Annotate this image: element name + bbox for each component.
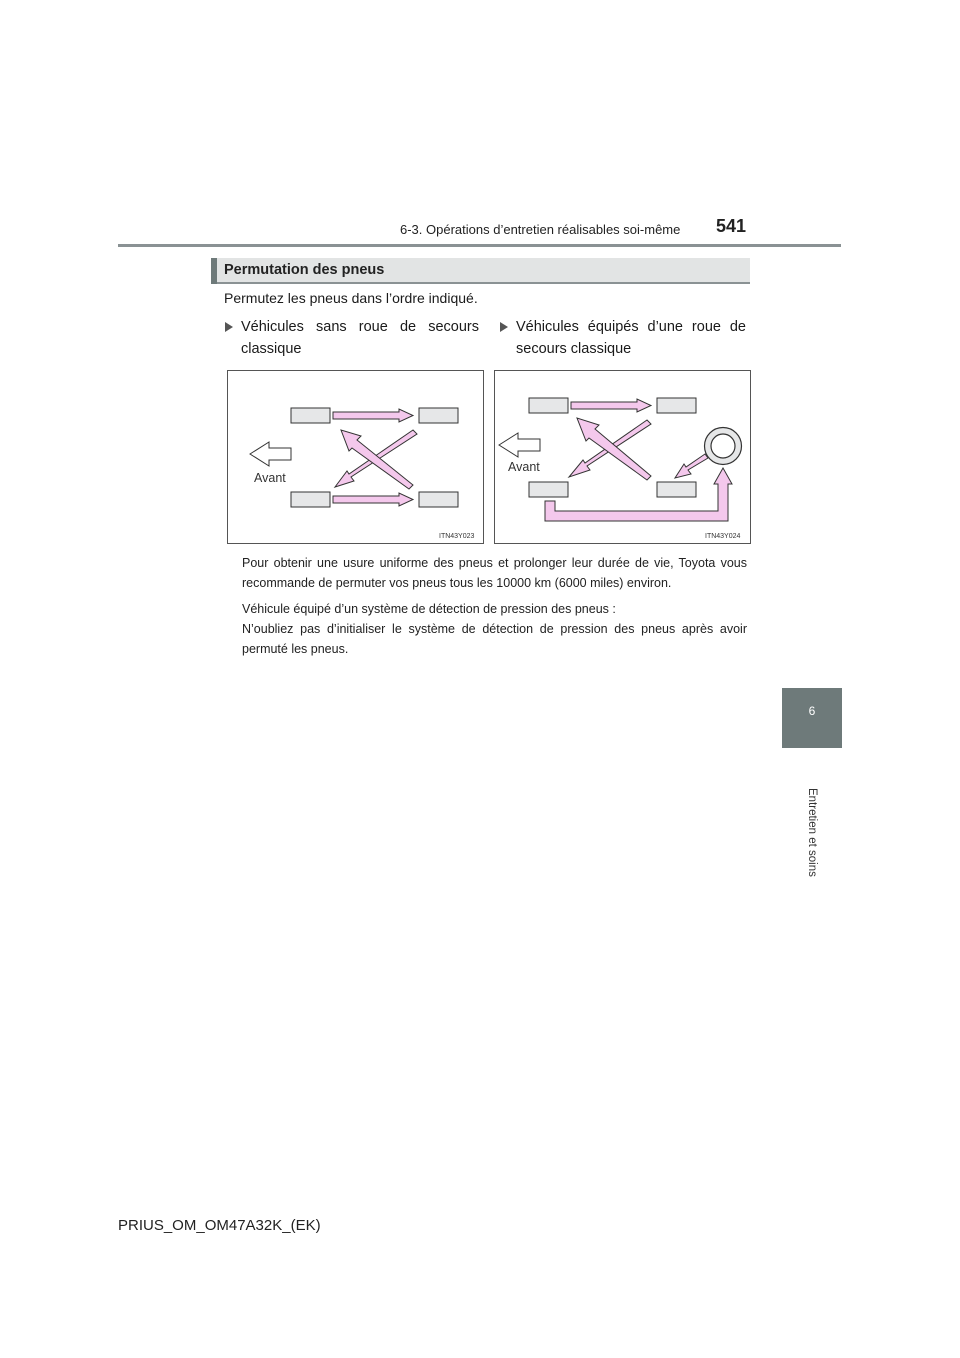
header-section-title: 6-3. Opérations d’entretien réalisables soi-même: [400, 222, 681, 237]
section-heading-accent: [211, 258, 217, 284]
tire-rear-right: [419, 492, 458, 507]
section-intro: Permutez les pneus dans l’ordre indiqué.: [224, 290, 478, 306]
section-title: Permutation des pneus: [224, 262, 385, 278]
left-column-title: Véhicules sans roue de secours classique: [241, 319, 479, 357]
left-front-label: Avant: [254, 471, 286, 485]
tire-rear-left: [529, 482, 568, 497]
right-figure-code: ITN43Y024: [705, 533, 741, 540]
chapter-number: 6: [808, 704, 816, 718]
header-rule: [118, 244, 841, 247]
tire-front-right: [419, 408, 458, 423]
triangle-bullet-icon: [225, 322, 233, 332]
tire-front-left: [529, 398, 568, 413]
left-column-heading: [225, 316, 479, 360]
left-figure-code: ITN43Y023: [439, 533, 475, 540]
triangle-bullet-icon: [500, 322, 508, 332]
tire-rotation-figure: [227, 370, 751, 544]
spare-tire-inner: [711, 434, 735, 458]
footer-doc-code: PRIUS_OM_OM47A32K_(EK): [118, 1217, 321, 1234]
note-tpms-reset: N’oubliez pas d’initialiser le système de détection de pression des pneus après avoir permuté les pneus.: [242, 622, 747, 656]
chapter-tab: [782, 688, 842, 748]
tire-rear-right: [657, 482, 696, 497]
right-column-heading: [500, 316, 746, 360]
page-number: 541: [716, 216, 747, 236]
right-column-title: Véhicules équipés d’une roue de secours classique: [516, 319, 746, 357]
note-rotation-interval: Pour obtenir une usure uniforme des pneus et prolonger leur durée de vie, Toyota vous recommande de permuter vos pneus tous les 10000 km (6000 miles) environ.: [242, 556, 747, 590]
tire-rear-left: [291, 492, 330, 507]
tire-front-right: [657, 398, 696, 413]
right-front-label: Avant: [508, 460, 540, 474]
note-tpms-heading: Véhicule équipé d’un système de détection de pression des pneus :: [242, 602, 616, 616]
tire-front-left: [291, 408, 330, 423]
chapter-label: Entretien et soins: [806, 788, 818, 877]
